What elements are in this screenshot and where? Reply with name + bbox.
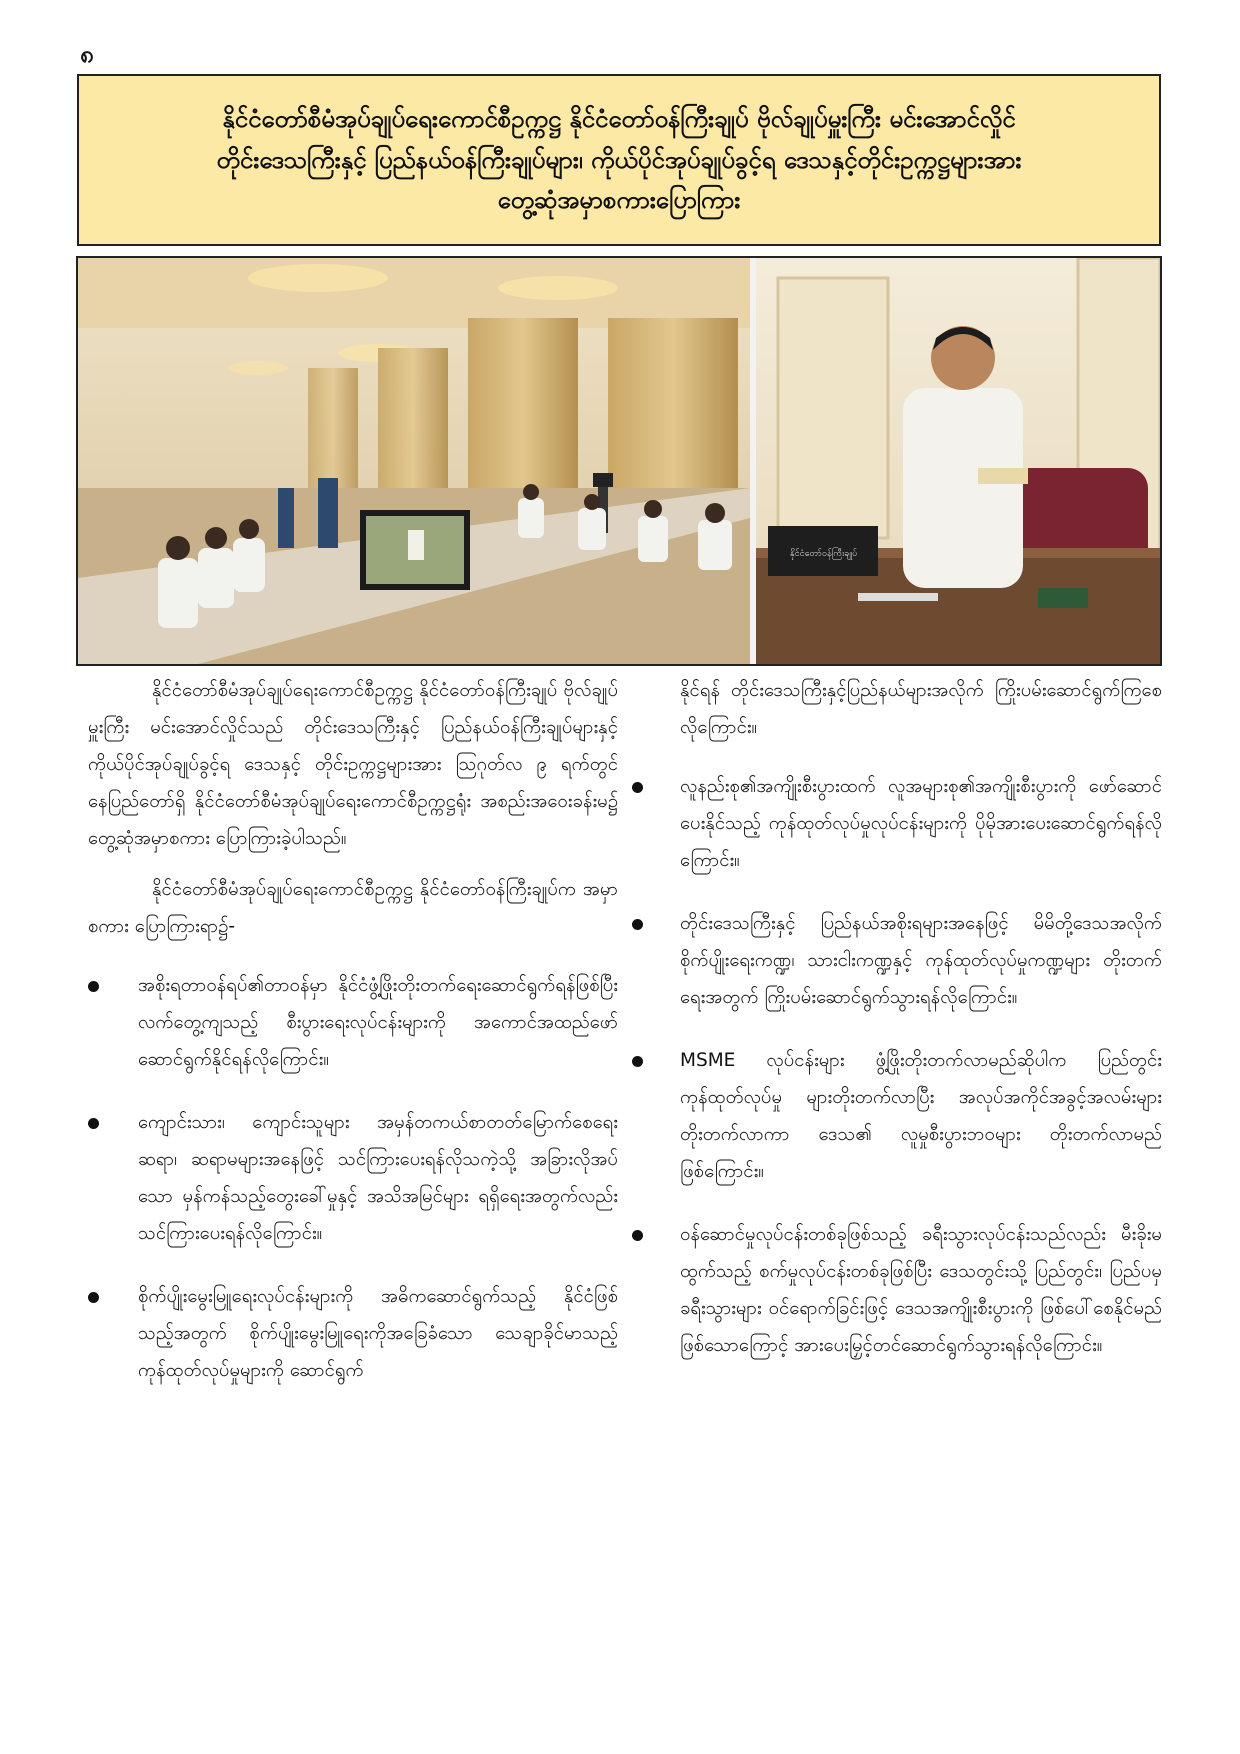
list-item [630, 1216, 1162, 1364]
bullet-icon [88, 1292, 99, 1303]
list-item [88, 1278, 618, 1389]
bullet-text: တိုင်းဒေသကြီးနှင့် ပြည်နယ်အစိုးရများအနေဖြင့် မိမိတို့ဒေသအလိုက် စိုက်ပျိုးရေးကဏ္ဍ၊ သားငါးကဏ္ဍနှင့် ကုန်ထုတ်လုပ်မှုကဏ္ဍများ တိုးတက်ရေးအတွက် ကြိုးပမ်းဆောင်ရွက်သွားရန်လိုကြောင်း။ [680, 913, 1162, 1008]
right-bullet-list [630, 768, 1162, 1364]
bullet-text: အစိုးရတာဝန်ရပ်၏တာဝန်မှာ နိုင်ငံဖွံ့ဖြိုးတိုးတက်ရေးဆောင်ရွက်ရန်ဖြစ်ပြီး လက်တွေ့ကျသည့် စီးပွားရေးလုပ်ငန်းများကို အကောင်အထည်ဖော် ဆောင်ရွက်နိုင်ရန်လိုကြောင်း။ [138, 975, 618, 1070]
meeting-photos [76, 256, 1162, 666]
bullet-icon [632, 782, 643, 793]
article-intro: နိုင်ငံတော်စီမံအုပ်ချုပ်ရေးကောင်စီဥက္ကဋ္ဌ နိုင်ငံတော်ဝန်ကြီးချုပ် ဗိုလ်ချုပ်မှူးကြီး မင်းအောင်လှိုင်သည် တိုင်းဒေသကြီးနှင့် ပြည်နယ်ဝန်ကြီးချုပ်များနှင့် ကိုယ်ပိုင်အုပ်ချုပ်ခွင့်ရ ဒေသနှင့် တိုင်းဥက္ကဋ္ဌများအား ဩဂုတ်လ ၉ ရက်တွင် နေပြည်တော်ရှိ နိုင်ငံတော်စီမံအုပ်ချုပ်ရေးကောင်စီဥက္ကဋ္ဌရုံး အစည်းအဝေးခန်းမ၌ တွေ့ဆုံအမှာစကား ပြောကြားခဲ့ပါသည်။ [88, 680, 618, 849]
bullet-continuation: နိုင်ရန် တိုင်းဒေသကြီးနှင့်ပြည်နယ်များအလိုက် ကြိုးပမ်းဆောင်ရွက်ကြစေလိုကြောင်း။ [680, 680, 1162, 738]
bullet-text: စိုက်ပျိုးမွေးမြူရေးလုပ်ငန်းများကို အဓိကဆောင်ရွက်သည့် နိုင်ငံဖြစ်သည့်အတွက် စိုက်ပျိုးမွေးမြူရေးကိုအခြေခံသော သေချာခိုင်မာသည့် ကုန်ထုတ်လုပ်မှုများကို ဆောင်ရွက် [138, 1286, 618, 1381]
list-item [630, 905, 1162, 1016]
screen-caption: နိုင်ငံတော်ဝန်ကြီးချုပ် [790, 549, 858, 559]
meeting-photo-illustration [78, 258, 1160, 664]
article-left-column [88, 672, 618, 1415]
bullet-icon [632, 1230, 643, 1241]
bullet-text: ဝန်ဆောင်မှုလုပ်ငန်းတစ်ခုဖြစ်သည့် ခရီးသွားလုပ်ငန်းသည်လည်း မီးခိုးမထွက်သည့် စက်မှုလုပ်ငန်းတစ်ခုဖြစ်ပြီး ဒေသတွင်းသို့ ပြည်တွင်း၊ ပြည်ပမှ ခရီးသွားများ ဝင်ရောက်ခြင်းဖြင့် ဒေသအကျိုးစီးပွားကို ဖြစ်ပေါ်စေနိုင်မည်ဖြစ်သောကြောင့် အားပေးမြှင့်တင်ဆောင်ရွက်သွားရန်လိုကြောင်း။ [680, 1224, 1162, 1356]
headline-box [77, 74, 1161, 246]
list-item [630, 768, 1162, 879]
conference-hall-photo [78, 258, 750, 664]
speaker-photo [756, 258, 1160, 664]
bullet-icon [88, 1118, 99, 1129]
headline-line-2: တိုင်းဒေသကြီးနှင့် ပြည်နယ်ဝန်ကြီးချုပ်များ၊ ကိုယ်ပိုင်အုပ်ချုပ်ခွင့်ရ ဒေသနှင့်တိုင်းဥက္ကဋ္ဌများအား [216, 145, 1022, 174]
left-bullet-list [88, 967, 618, 1389]
article-right-column [630, 672, 1162, 1390]
article-lead: နိုင်ငံတော်စီမံအုပ်ချုပ်ရေးကောင်စီဥက္ကဋ္ဌ နိုင်ငံတော်ဝန်ကြီးချုပ်က အမှာစကား ပြောကြားရာ၌- [88, 879, 618, 937]
bullet-text: လူနည်းစု၏အကျိုးစီးပွားထက် လူအများစု၏အကျိုးစီးပွားကို ဖော်ဆောင်ပေးနိုင်သည့် ကုန်ထုတ်လုပ်မှုလုပ်ငန်းများကို ပိုမိုအားပေးဆောင်ရွက်ရန်လိုကြောင်း။ [680, 776, 1162, 871]
bullet-text: MSME လုပ်ငန်းများ ဖွံ့ဖြိုးတိုးတက်လာမည်ဆိုပါက ပြည်တွင်းကုန်ထုတ်လုပ်မှု များတိုးတက်လာပြီး အလုပ်အကိုင်အခွင့်အလမ်းများ တိုးတက်လာကာ ဒေသ၏ လူမှုစီးပွားဘဝများ တိုးတက်လာမည်ဖြစ်ကြောင်း။ [680, 1050, 1162, 1182]
list-item [88, 967, 618, 1078]
bullet-icon [632, 919, 643, 930]
list-item [630, 1042, 1162, 1190]
list-item [88, 1104, 618, 1252]
headline-line-1: နိုင်ငံတော်စီမံအုပ်ချုပ်ရေးကောင်စီဥက္ကဋ္ဌ နိုင်ငံတော်ဝန်ကြီးချုပ် ဗိုလ်ချုပ်မှူးကြီး မင်းအောင်လှိုင် [222, 104, 1016, 133]
bullet-text: ကျောင်းသား၊ ကျောင်းသူများ အမှန်တကယ်စာတတ်မြောက်စေရေး ဆရာ၊ ဆရာမများအနေဖြင့် သင်ကြားပေးရန်လိုသကဲ့သို့ အခြားလိုအပ်သော မှန်ကန်သည့်တွေးခေါ်မှုနှင့် အသိအမြင်များ ရရှိရေးအတွက်လည်း သင်ကြားပေးရန်လိုကြောင်း။ [138, 1112, 618, 1244]
headline-line-3: တွေ့ဆုံအမှာစကားပြောကြား [497, 186, 741, 215]
page-number: ၈ [80, 40, 94, 68]
bullet-icon [88, 981, 99, 992]
bullet-icon [632, 1056, 643, 1067]
